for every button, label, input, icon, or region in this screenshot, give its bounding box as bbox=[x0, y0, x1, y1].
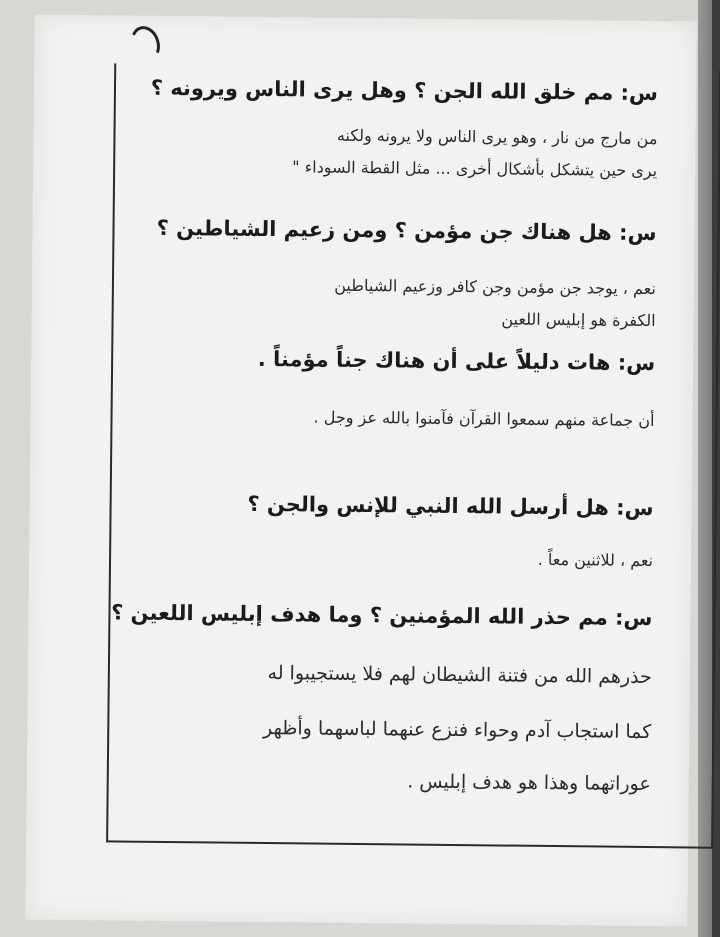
spiral-ring-icon bbox=[126, 22, 164, 65]
notebook-page bbox=[25, 15, 696, 927]
question-2: س: هل هناك جن مؤمن ؟ ومن زعيم الشياطين ؟ bbox=[156, 215, 657, 246]
question-3: س: هات دليلاً على أن هناك جناً مؤمناً . bbox=[257, 346, 656, 376]
question-1: س: مم خلق الله الجن ؟ وهل يرى الناس ويرونه ؟ bbox=[150, 75, 659, 106]
answer-5-line-3: عوراتهما وهذا هو هدف إبليس . bbox=[407, 770, 651, 796]
question-4: س: هل أرسل الله النبي للإنس والجن ؟ bbox=[247, 491, 654, 521]
answer-2-line-1: نعم ، يوجد جن مؤمن وجن كافر وزعيم الشياطين bbox=[334, 275, 657, 299]
answer-5-line-1: حذرهم الله من فتنة الشيطان لهم فلا يستجيبوا له bbox=[267, 662, 652, 689]
answer-1-line-2: يرى حين يتشكل بأشكال أخرى ... مثل القطة السوداء " bbox=[292, 157, 658, 181]
answer-2-line-2: الكفرة هو إبليس اللعين bbox=[501, 309, 656, 331]
answer-3-line-1: أن جماعة منهم سمعوا القرآن فآمنوا بالله عز وجل . bbox=[313, 407, 655, 431]
answer-1-line-1: من مارج من نار ، وهو يرى الناس ولا يرونه ولكنه bbox=[336, 125, 658, 149]
answer-4-line-1: نعم ، للاثنين معاً . bbox=[537, 549, 654, 571]
question-5: س: مم حذر الله المؤمنين ؟ وما هدف إبليس اللعين ؟ bbox=[111, 600, 653, 631]
answer-5-line-2: كما استجاب آدم وحواء فنزع عنهما لباسهما وأظهر bbox=[262, 716, 652, 744]
